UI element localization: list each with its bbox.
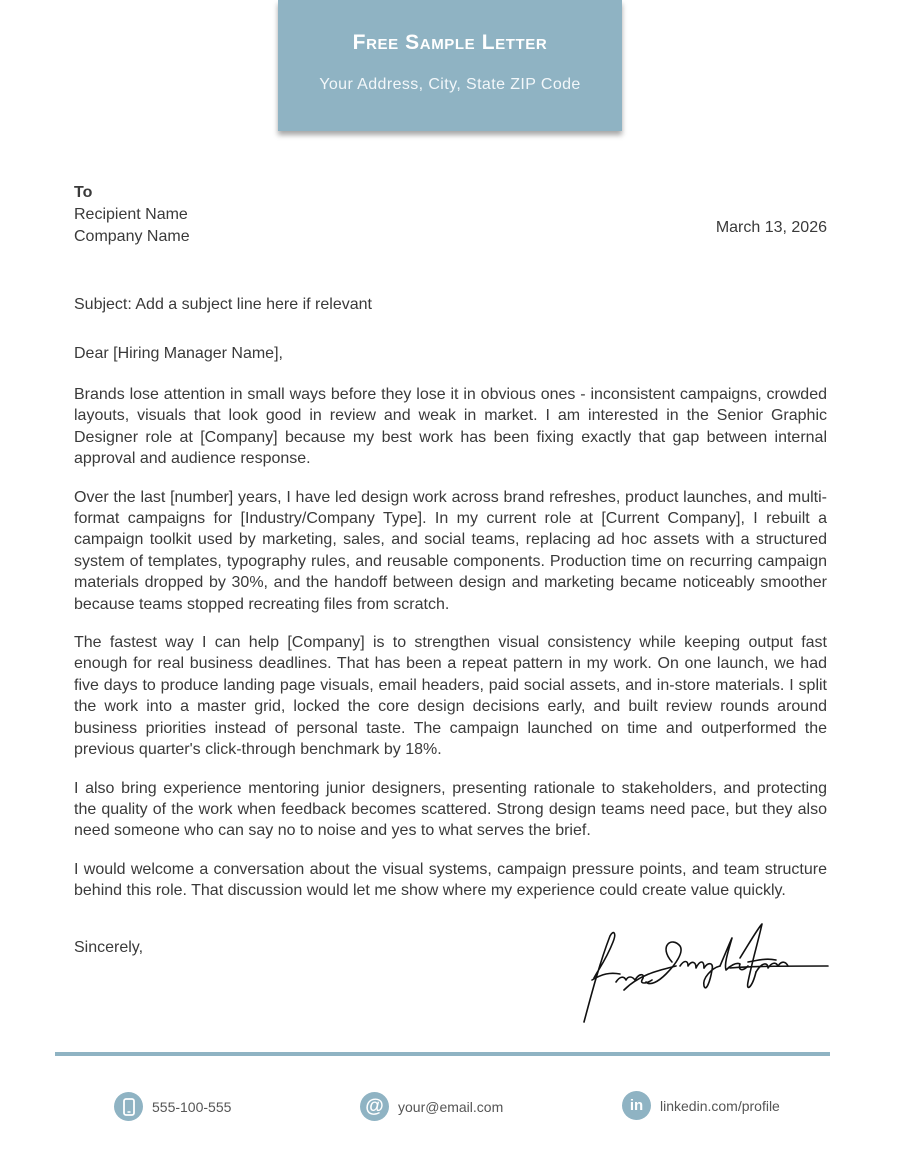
contact-email (360, 1092, 503, 1121)
phone-icon (114, 1092, 143, 1121)
linkedin-url[interactable]: linkedin.com/profile (660, 1097, 780, 1114)
sender-address: Your Address, City, State ZIP Code (319, 76, 581, 93)
body-paragraph: I also bring experience mentoring junior designers, presenting rationale to stakeholders, and protecting the quality of the work when feedback becomes scattered. Strong design teams need pace, but they also need someone who can say no to noise and yes to what serves the brief. (74, 779, 827, 840)
letter-date: March 13, 2026 (715, 219, 827, 236)
letter-body (74, 384, 827, 919)
footer-divider (55, 1052, 830, 1056)
to-label: To (74, 184, 93, 201)
salutation: Dear [Hiring Manager Name], (74, 345, 283, 362)
at-icon: @ (360, 1092, 389, 1121)
subject-line: Subject: Add a subject line here if relevant (74, 296, 372, 313)
body-paragraph: The fastest way I can help [Company] is to strengthen visual consistency while keeping output fast enough for real business deadlines. That has been a repeat pattern in my work. On one launch, we had five days to produce landing page visuals, email headers, paid social assets, and in-store materials. I split the work into a master grid, locked the core design decisions early, and built review rounds around business priorities instead of personal taste. The campaign launched on time and outperformed the previous quarter's click-through benchmark by 18%. (74, 634, 827, 759)
body-paragraph: I would welcome a conversation about the visual systems, campaign pressure points, and team structure behind this role. That discussion would let me show where my experience could create value quickly. (74, 860, 827, 900)
contact-phone (114, 1092, 231, 1121)
linkedin-icon: in (622, 1091, 651, 1120)
contact-linkedin (622, 1091, 780, 1120)
recipient-company: Company Name (74, 228, 190, 245)
letterhead-title: Free Sample Letter (352, 31, 548, 54)
recipient-name: Recipient Name (74, 206, 188, 223)
email-address[interactable]: your@email.com (398, 1098, 504, 1115)
closing: Sincerely, (74, 939, 144, 956)
body-paragraph: Brands lose attention in small ways before they lose it in obvious ones - inconsistent campaigns, crowded layouts, visuals that look good in review and weak in market. I am interested in the Senior Graphic Designer role at [Company] because my best work has been fixing exactly that gap between internal approval and audience response. (74, 386, 827, 468)
letterhead-banner (278, 0, 622, 131)
recipient-block (74, 182, 190, 248)
phone-number: 555-100-555 (152, 1098, 232, 1115)
handwritten-signature (580, 922, 830, 1030)
body-paragraph: Over the last [number] years, I have led design work across brand refreshes, product launches, and multi-format campaigns for [Industry/Company Type]. In my current role at [Current Company], I rebuilt a campaign toolkit used by marketing, sales, and social teams, replacing ad hoc assets with a structured system of templates, typography rules, and reusable components. Production time on recurring campaign materials dropped by 30%, and the handoff between design and marketing became noticeably smoother because teams stopped recreating files from scratch. (74, 488, 827, 613)
